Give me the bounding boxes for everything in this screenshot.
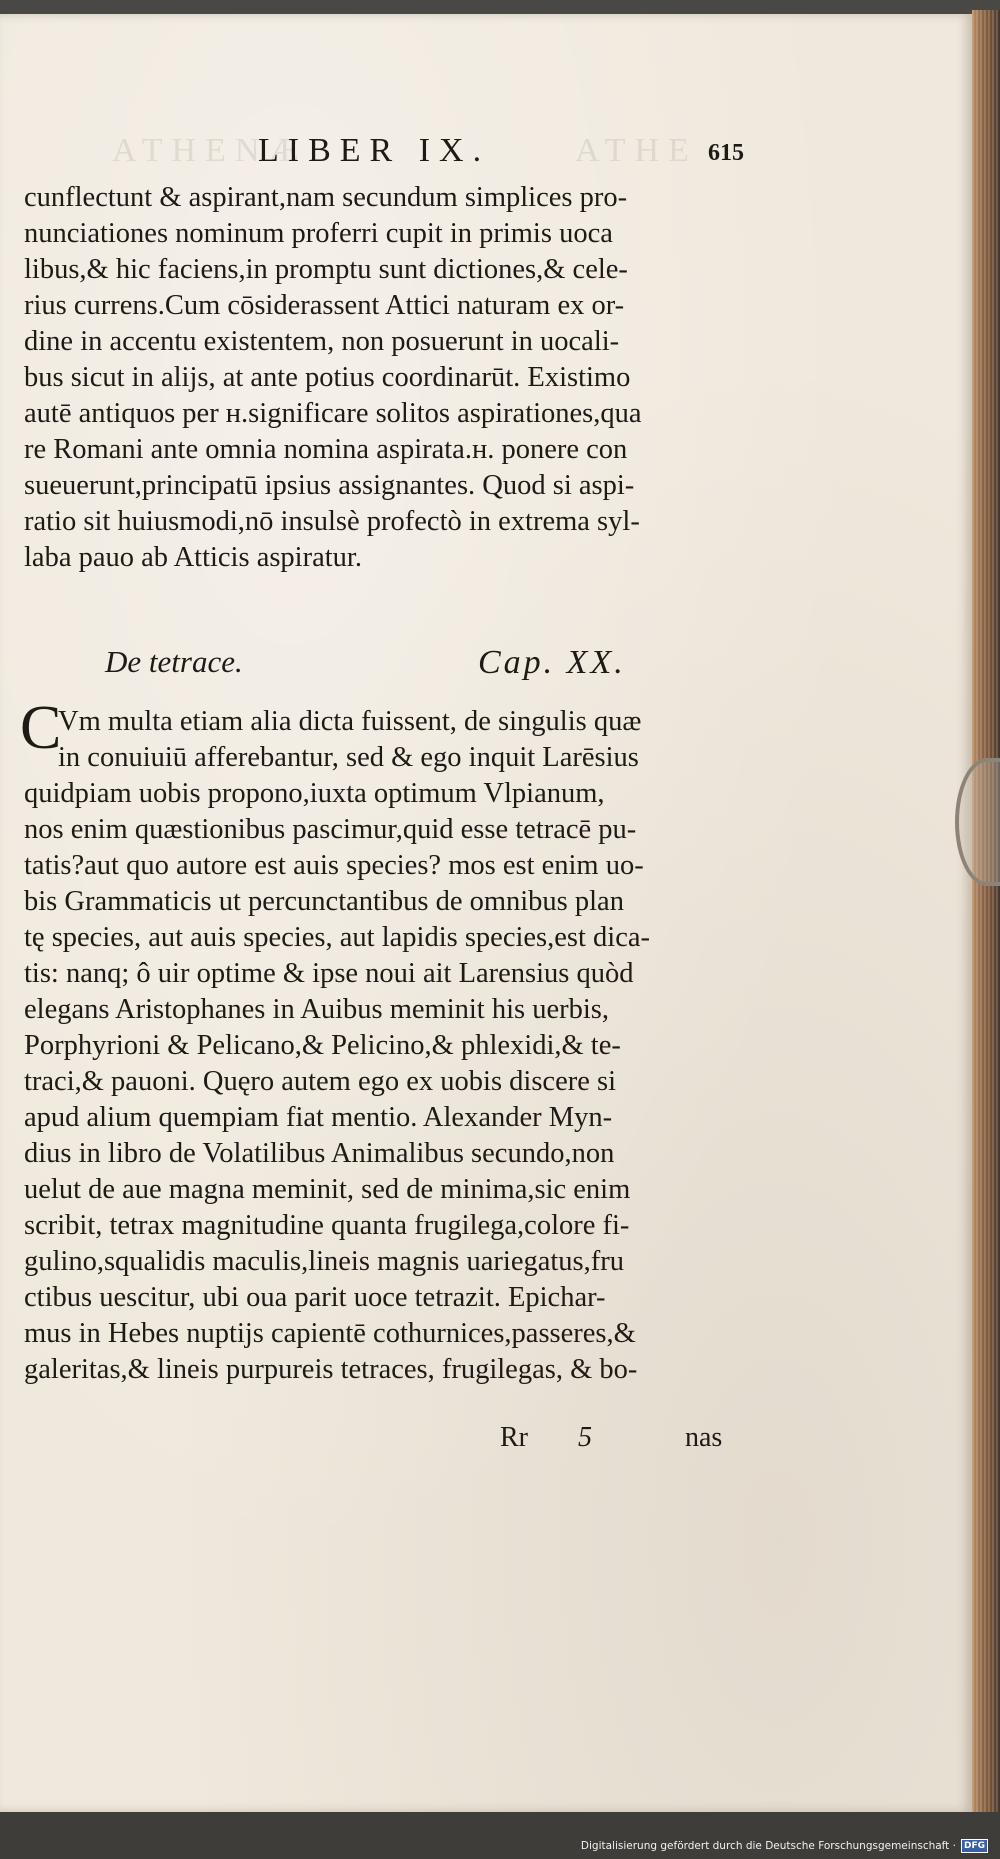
text-line: tatis?aut quo autore est auis species? mos est enim uo- <box>24 850 644 881</box>
drop-cap: C <box>20 694 62 762</box>
paragraph-1 <box>24 180 642 576</box>
text-line: quidpiam uobis propono,iuxta optimum Vlpianum, <box>24 778 605 809</box>
signature-mark: Rr <box>500 1422 528 1453</box>
text-line: elegans Aristophanes in Auibus meminit his uerbis, <box>24 994 609 1025</box>
text-line: in conuiuiū afferebantur, sed & ego inquit Larēsius <box>58 742 639 773</box>
text-line: gulino,squalidis maculis,lineis magnis uariegatus,fru <box>24 1246 624 1277</box>
chapter-heading: De tetrace. <box>105 644 243 679</box>
text-line: apud alium quempiam fiat mentio. Alexander Myn- <box>24 1102 613 1133</box>
text-line: uelut de aue magna meminit, sed de minima,sic enim <box>24 1174 631 1205</box>
text-line: libus,& hic faciens,in promptu sunt dictiones,& cele- <box>24 254 628 285</box>
text-line: Vm multa etiam alia dicta fuissent, de singulis quæ <box>58 706 642 737</box>
scanner-bottom-band <box>0 1812 1000 1859</box>
text-line: ctibus uescitur, ubi oua parit uoce tetrazit. Epichar- <box>24 1282 606 1313</box>
text-line: scribit, tetrax magnitudine quanta frugilega,colore fi- <box>24 1210 630 1241</box>
text-line: dine in accentu existentem, non posuerunt in uocali- <box>24 326 620 357</box>
digitization-credit <box>581 1839 988 1853</box>
book-page <box>0 14 972 1812</box>
paragraph-2 <box>24 704 650 1388</box>
text-line: rius currens.Cum cōsiderassent Attici naturam ex or- <box>24 290 625 321</box>
page-number: 615 <box>708 140 744 166</box>
text-line: tis: nanq; ô uir optime & ipse noui ait Larensius quòd <box>24 958 634 989</box>
text-line: cunflectunt & aspirant,nam secundum simplices pro- <box>24 182 628 213</box>
text-line: ratio sit huiusmodi,nō insulsè profectò in extrema syl- <box>24 506 640 537</box>
text-line: bus sicut in alijs, at ante potius coordinarūt. Existimo <box>24 362 631 393</box>
page-edge <box>972 10 1000 1816</box>
text-line: laba pauo ab Atticis aspiratur. <box>24 542 362 573</box>
show-through-text-left: ATHENÆ <box>112 132 308 169</box>
text-line: mus in Hebes nuptijs capientē cothurnices,passeres,& <box>24 1318 636 1349</box>
text-line: galeritas,& lineis purpureis tetraces, frugilegas, & bo- <box>24 1354 638 1385</box>
text-line: re Romani ante omnia nomina aspirata.ʜ. ponere con <box>24 434 628 465</box>
text-line: bis Grammaticis ut percunctantibus de omnibus plan <box>24 886 624 917</box>
text-line: nunciationes nominum proferri cupit in primis uoca <box>24 218 613 249</box>
credit-text: Digitalisierung gefördert durch die Deutsche Forschungsgemeinschaft · <box>580 1840 956 1852</box>
text-line: sueuerunt,principatū ipsius assignantes. Quod si aspi- <box>24 470 635 501</box>
running-title: LIBER IX. <box>258 132 491 169</box>
text-line: dius in libro de Volatilibus Animalibus secundo,non <box>24 1138 615 1169</box>
show-through-text-right: ATHE <box>575 132 698 169</box>
chapter-number: Cap. XX. <box>478 644 626 681</box>
text-line: tę species, aut auis species, aut lapidis species,est dica- <box>24 922 650 953</box>
text-line: Porphyrioni & Pelicano,& Pelicino,& phlexidi,& te- <box>24 1030 621 1061</box>
text-line: autē antiquos per ʜ.significare solitos aspirationes,qua <box>24 398 642 429</box>
text-line: nos enim quæstionibus pascimur,quid esse tetracē pu- <box>24 814 637 845</box>
catchword: nas <box>685 1422 723 1453</box>
signature-number: 5 <box>578 1422 592 1453</box>
text-line: traci,& pauoni. Quęro autem ego ex uobis discere si <box>24 1066 616 1097</box>
dfg-logo-icon: DFG <box>961 1839 988 1853</box>
